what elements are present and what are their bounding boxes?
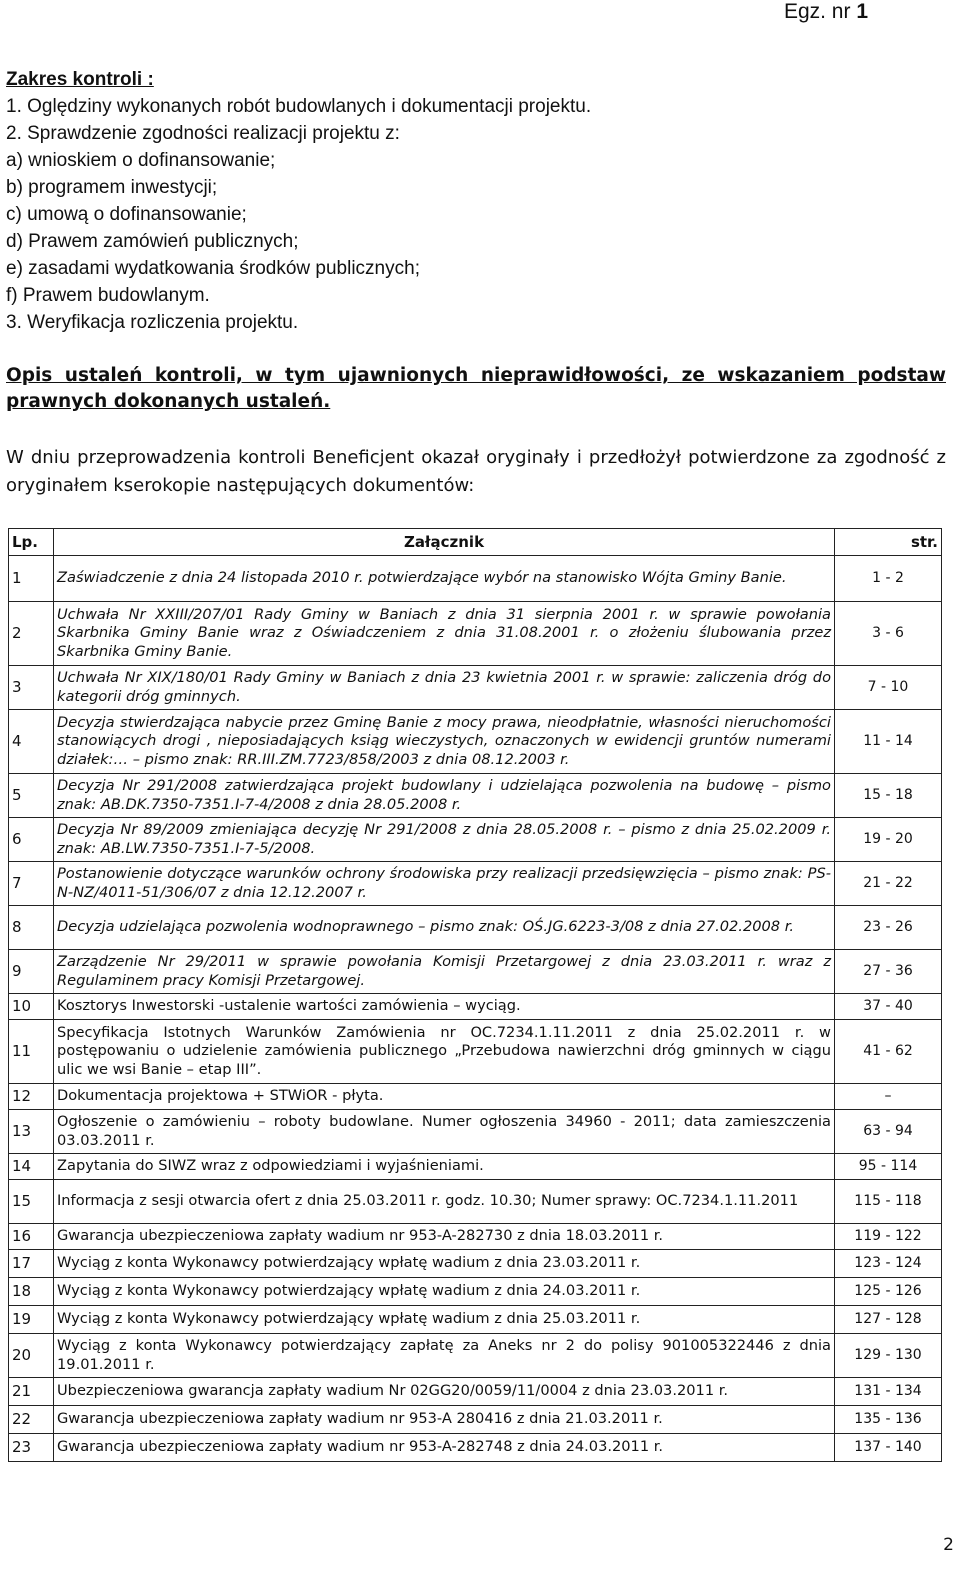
attachment-description: Postanowienie dotyczące warunków ochrony środowiska przy realizacji przedsięwzięcia – pismo znak: PS-N-NZ/4011-51/306/07 z dnia 12.12.2007 r. [54, 862, 835, 906]
attachment-pages: 27 - 36 [835, 950, 942, 994]
attachment-description: Zarządzenie Nr 29/2011 w sprawie powołania Komisji Przetargowej z dnia 23.03.2011 r. wraz z Regulaminem pracy Komisji Przetargowej. [54, 950, 835, 994]
row-number: 23 [9, 1434, 54, 1462]
attachment-pages: 7 - 10 [835, 666, 942, 710]
header-pages: str. [835, 529, 942, 556]
table-body [9, 556, 942, 1462]
scope-item: f) Prawem budowlanym. [6, 285, 210, 306]
attachment-pages: 127 - 128 [835, 1306, 942, 1334]
attachment-description: Dokumentacja projektowa + STWiOR - płyta. [54, 1084, 835, 1110]
row-number: 22 [9, 1406, 54, 1434]
table-row [9, 556, 942, 602]
table-row [9, 710, 942, 774]
attachment-description: Wyciąg z konta Wykonawcy potwierdzający wpłatę wadium z dnia 23.03.2011 r. [54, 1250, 835, 1278]
attachment-description: Decyzja Nr 89/2009 zmieniająca decyzję Nr 291/2008 z dnia 28.05.2008 r. – pismo z dnia 25.02.2009 r. znak: AB.LW.7350-7351.I-7-5/2008. [54, 818, 835, 862]
scope-item: 3. Weryfikacja rozliczenia projektu. [6, 312, 299, 333]
scope-item: c) umową o dofinansowanie; [6, 204, 247, 225]
row-number: 9 [9, 950, 54, 994]
table-row [9, 994, 942, 1020]
attachment-pages: 3 - 6 [835, 602, 942, 666]
header-lp: Lp. [9, 529, 54, 556]
row-number: 1 [9, 556, 54, 602]
attachment-pages: 95 - 114 [835, 1154, 942, 1180]
attachment-description: Zaświadczenie z dnia 24 listopada 2010 r. potwierdzające wybór na stanowisko Wójta Gminy Banie. [54, 556, 835, 602]
scope-item: e) zasadami wydatkowania środków publicznych; [6, 258, 420, 279]
table-row [9, 1110, 942, 1154]
scope-item: 1. Oględziny wykonanych robót budowlanych i dokumentacji projektu. [6, 96, 592, 117]
row-number: 7 [9, 862, 54, 906]
table-row [9, 818, 942, 862]
attachment-pages: 21 - 22 [835, 862, 942, 906]
copy-number: 1 [856, 0, 868, 23]
row-number: 15 [9, 1180, 54, 1224]
attachment-description: Wyciąg z konta Wykonawcy potwierdzający wpłatę wadium z dnia 24.03.2011 r. [54, 1278, 835, 1306]
table-row [9, 602, 942, 666]
attachments-table [8, 528, 942, 1462]
table-row [9, 950, 942, 994]
attachment-description: Uchwała Nr XXIII/207/01 Rady Gminy w Baniach z dnia 31 sierpnia 2001 r. w sprawie powołania Skarbnika Gminy Banie wraz z Oświadczeniem z dnia 31.08.2001 r. o złożeniu ślubowania przez Skarbnika Gminy Banie. [54, 602, 835, 666]
table-row [9, 862, 942, 906]
table-row [9, 1306, 942, 1334]
attachment-pages: 41 - 62 [835, 1020, 942, 1084]
findings-heading: Opis ustaleń kontroli, w tym ujawnionych nieprawidłowości, ze wskazaniem podstaw prawnych dokonanych ustaleń. [6, 365, 946, 412]
row-number: 21 [9, 1378, 54, 1406]
scope-item: 2. Sprawdzenie zgodności realizacji projektu z: [6, 123, 400, 144]
attachment-description: Gwarancja ubezpieczeniowa zapłaty wadium nr 953-A 280416 z dnia 21.03.2011 r. [54, 1406, 835, 1434]
attachment-description: Decyzja udzielająca pozwolenia wodnoprawnego – pismo znak: OŚ.JG.6223-3/08 z dnia 27.02.2008 r. [54, 906, 835, 950]
table-row [9, 1250, 942, 1278]
row-number: 2 [9, 602, 54, 666]
table-row [9, 666, 942, 710]
attachment-pages: 119 - 122 [835, 1224, 942, 1250]
attachment-description: Gwarancja ubezpieczeniowa zapłaty wadium nr 953-A-282730 z dnia 18.03.2011 r. [54, 1224, 835, 1250]
attachment-pages: 131 - 134 [835, 1378, 942, 1406]
attachment-description: Zapytania do SIWZ wraz z odpowiedziami i wyjaśnieniami. [54, 1154, 835, 1180]
table-row [9, 1406, 942, 1434]
attachment-description: Gwarancja ubezpieczeniowa zapłaty wadium nr 953-A-282748 z dnia 24.03.2011 r. [54, 1434, 835, 1462]
scope-item: a) wnioskiem o dofinansowanie; [6, 150, 276, 171]
row-number: 10 [9, 994, 54, 1020]
copy-prefix: Egz. nr [783, 0, 857, 23]
table-row [9, 774, 942, 818]
attachment-description: Wyciąg z konta Wykonawcy potwierdzający wpłatę wadium z dnia 25.03.2011 r. [54, 1306, 835, 1334]
row-number: 16 [9, 1224, 54, 1250]
table-row [9, 1334, 942, 1378]
attachment-pages: 1 - 2 [835, 556, 942, 602]
row-number: 6 [9, 818, 54, 862]
scope-item: b) programem inwestycji; [6, 177, 218, 198]
row-number: 14 [9, 1154, 54, 1180]
attachment-pages: 23 - 26 [835, 906, 942, 950]
attachment-description: Informacja z sesji otwarcia ofert z dnia 25.03.2011 r. godz. 10.30; Numer sprawy: OC.7234.1.11.2011 [54, 1180, 835, 1224]
attachment-description: Wyciąg z konta Wykonawcy potwierdzający zapłatę za Aneks nr 2 do polisy 901005322446 z dnia 19.01.2011 r. [54, 1334, 835, 1378]
table-row [9, 1084, 942, 1110]
row-number: 3 [9, 666, 54, 710]
attachment-pages: 115 - 118 [835, 1180, 942, 1224]
attachment-pages: 137 - 140 [835, 1434, 942, 1462]
attachment-pages: 125 - 126 [835, 1278, 942, 1306]
attachment-description: Ogłoszenie o zamówieniu – roboty budowlane. Numer ogłoszenia 34960 - 2011; data zamieszczenia 03.03.2011 r. [54, 1110, 835, 1154]
row-number: 5 [9, 774, 54, 818]
table-row [9, 1180, 942, 1224]
attachment-description: Decyzja Nr 291/2008 zatwierdzająca projekt budowlany i udzielająca pozwolenia na budowę – pismo znak: AB.DK.7350-7351.I-7-4/2008 z dnia 28.05.2008 r. [54, 774, 835, 818]
table-row [9, 1278, 942, 1306]
table-header-row [9, 529, 942, 556]
attachment-pages: 19 - 20 [835, 818, 942, 862]
row-number: 11 [9, 1020, 54, 1084]
table-row [9, 1020, 942, 1084]
row-number: 18 [9, 1278, 54, 1306]
intro-paragraph: W dniu przeprowadzenia kontroli Beneficjent okazał oryginały i przedłożył potwierdzone za zgodność z oryginałem kserokopie następujących dokumentów: [6, 447, 946, 496]
row-number: 13 [9, 1110, 54, 1154]
row-number: 8 [9, 906, 54, 950]
table-row [9, 1434, 942, 1462]
row-number: 20 [9, 1334, 54, 1378]
scope-title: Zakres kontroli : [6, 69, 154, 90]
page-number: 2 [943, 1535, 954, 1555]
attachment-description: Ubezpieczeniowa gwarancja zapłaty wadium Nr 02GG20/0059/11/0004 z dnia 23.03.2011 r. [54, 1378, 835, 1406]
attachment-description: Uchwała Nr XIX/180/01 Rady Gminy w Baniach z dnia 23 kwietnia 2001 r. w sprawie: zaliczenia dróg do kategorii dróg gminnych. [54, 666, 835, 710]
copy-number-label [784, 0, 868, 24]
table-row [9, 906, 942, 950]
table-row [9, 1378, 942, 1406]
attachment-pages: 135 - 136 [835, 1406, 942, 1434]
attachment-pages: 37 - 40 [835, 994, 942, 1020]
header-attachment: Załącznik [54, 529, 835, 556]
attachment-description: Kosztorys Inwestorski -ustalenie wartości zamówienia – wyciąg. [54, 994, 835, 1020]
inspection-scope [6, 66, 946, 336]
row-number: 4 [9, 710, 54, 774]
attachment-description: Specyfikacja Istotnych Warunków Zamówienia nr OC.7234.1.11.2011 z dnia 25.02.2011 r. w postępowaniu o udzielenie zamówienia publicznego „Przebudowa nawierzchni dróg gminnych w ciągu ulic we wsi Banie – etap III”. [54, 1020, 835, 1084]
row-number: 17 [9, 1250, 54, 1278]
attachment-pages: – [835, 1084, 942, 1110]
row-number: 12 [9, 1084, 54, 1110]
attachment-pages: 15 - 18 [835, 774, 942, 818]
attachment-pages: 123 - 124 [835, 1250, 942, 1278]
attachment-pages: 129 - 130 [835, 1334, 942, 1378]
attachment-pages: 11 - 14 [835, 710, 942, 774]
row-number: 19 [9, 1306, 54, 1334]
attachment-pages: 63 - 94 [835, 1110, 942, 1154]
scope-item: d) Prawem zamówień publicznych; [6, 231, 299, 252]
table-row [9, 1154, 942, 1180]
attachment-description: Decyzja stwierdzająca nabycie przez Gminę Banie z mocy prawa, nieodpłatnie, własności nieruchomości stanowiących drogi , nieposiadających ksiąg wieczystych, oznaczonych w ewidencji gruntów numerami działek:… – pismo znak: RR.III.ZM.7723/858/2003 z dnia 08.12.2003 r. [54, 710, 835, 774]
table-row [9, 1224, 942, 1250]
